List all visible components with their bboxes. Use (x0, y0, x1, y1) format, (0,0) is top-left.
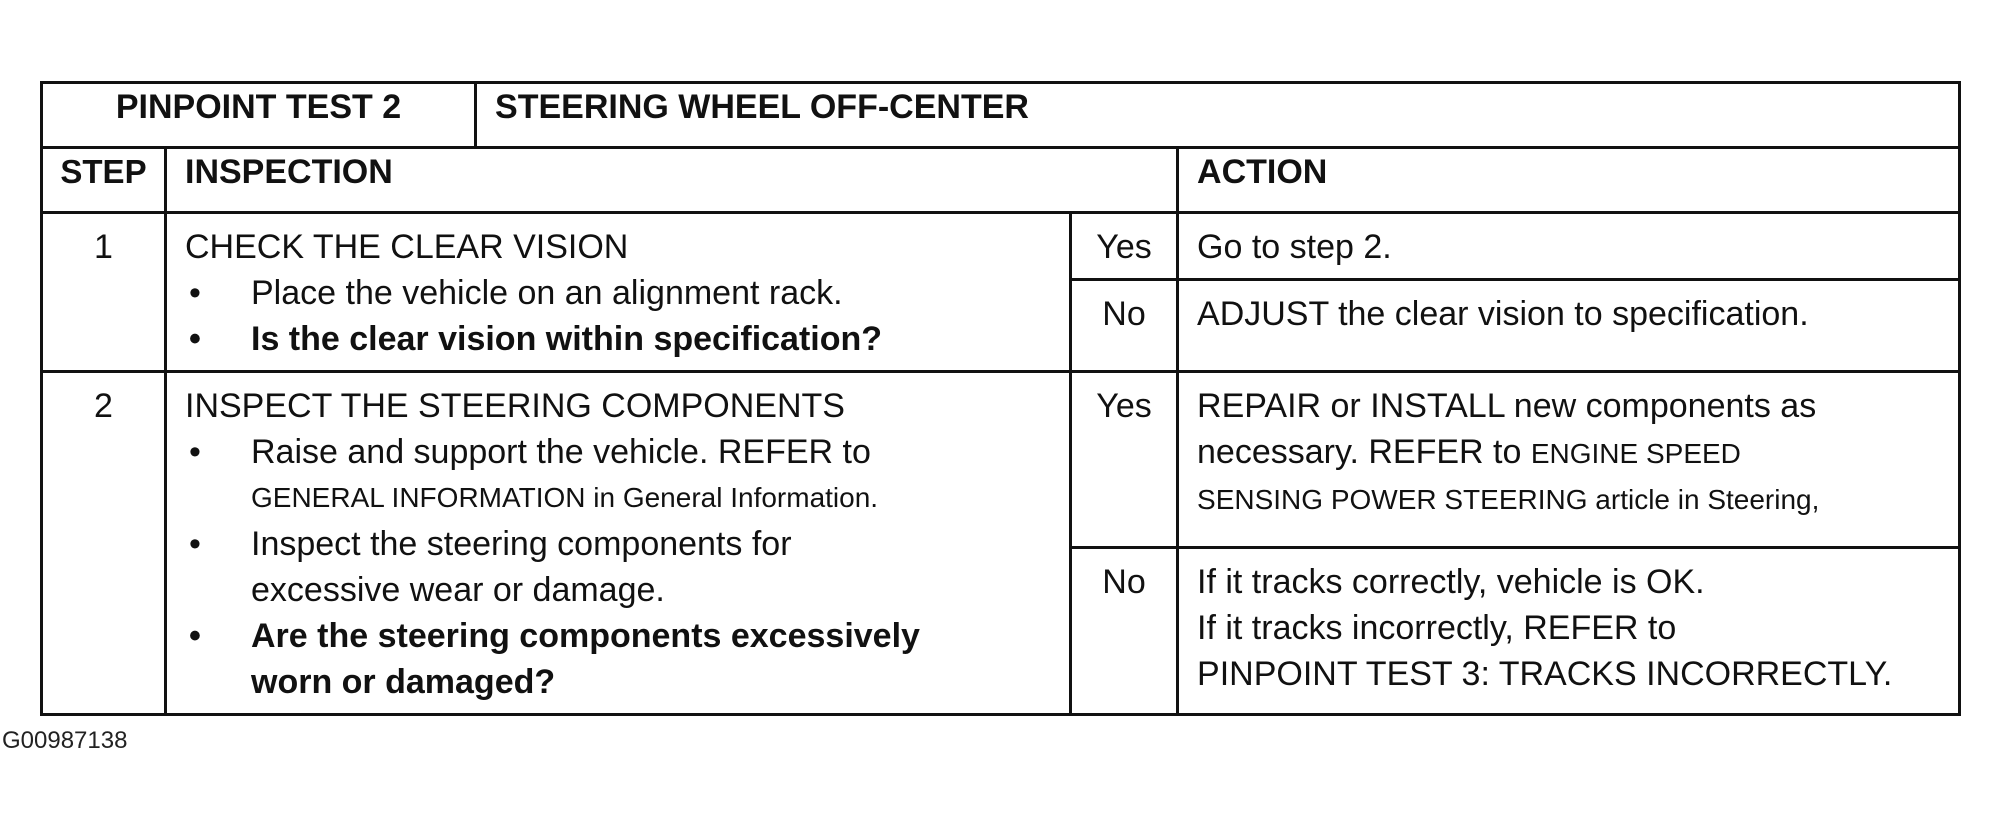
step-2-no-action (1178, 548, 1960, 715)
step-2-bullets (185, 429, 1051, 705)
step-2-yes-row (42, 372, 1960, 548)
step-2-title: INSPECT THE STEERING COMPONENTS (185, 387, 845, 425)
step-1-bullets (185, 270, 1051, 362)
step-2-number: 2 (42, 372, 166, 715)
step-1-yes-action: Go to step 2. (1178, 213, 1960, 280)
step-2-bullet-1 (185, 429, 1051, 521)
step-2-yes-line-2-reference: ENGINE SPEED (1530, 438, 1741, 469)
test-header-row (42, 83, 1960, 148)
step-2-bullet-2-line-2: excessive wear or damage. (251, 571, 665, 609)
step-2-bullet-1-text: • Raise and support the vehicle. REFER to (251, 433, 871, 471)
step-2-yes-line-3: SENSING POWER STEERING article in Steering, (1197, 484, 1820, 515)
test-label: PINPOINT TEST 2 (42, 83, 476, 148)
step-2-bullet-2 (185, 521, 1051, 613)
column-header-step: STEP (42, 148, 166, 213)
step-2-yes-label: Yes (1071, 372, 1178, 548)
step-2-no-line-1: If it tracks correctly, vehicle is OK. (1197, 563, 1705, 602)
step-2-no-line-2: If it tracks incorrectly, REFER to (1197, 609, 1677, 648)
step-2-question (185, 613, 1051, 705)
step-2-question-line-1: • Are the steering components excessively (251, 617, 920, 655)
step-1-no-action: ADJUST the clear vision to specification. (1178, 280, 1960, 372)
step-1-inspection (166, 213, 1071, 372)
step-1-number: 1 (42, 213, 166, 372)
figure-id: G00987138 (2, 727, 128, 754)
test-title: STEERING WHEEL OFF-CENTER (476, 83, 1960, 148)
step-2-question-line-2: worn or damaged? (251, 663, 556, 701)
pinpoint-test-table (40, 81, 1961, 716)
step-1-yes-label: Yes (1071, 213, 1178, 280)
column-header-inspection: INSPECTION (166, 148, 1178, 213)
step-2-yes-action (1178, 372, 1960, 548)
step-2-inspection (166, 372, 1071, 715)
column-header-row (42, 148, 1960, 213)
step-1-title: CHECK THE CLEAR VISION (185, 228, 629, 266)
step-2-yes-line-2 (1197, 429, 1940, 477)
column-header-action: ACTION (1178, 148, 1960, 213)
step-2-bullet-1-reference: GENERAL INFORMATION in General Information. (251, 482, 879, 513)
step-1-no-label: No (1071, 280, 1178, 372)
step-1-question: • Is the clear vision within specification? (185, 316, 1051, 362)
step-2-bullet-2-line-1: • Inspect the steering components for (251, 525, 792, 563)
step-1-bullet-1: • Place the vehicle on an alignment rack. (185, 270, 1051, 316)
step-2-no-label: No (1071, 548, 1178, 715)
step-1-yes-row (42, 213, 1960, 280)
step-2-no-line-3: PINPOINT TEST 3: TRACKS INCORRECTLY. (1197, 655, 1893, 694)
step-2-yes-line-2-main: necessary. REFER to (1197, 433, 1522, 471)
step-2-yes-line-1: REPAIR or INSTALL new components as (1197, 387, 1817, 425)
